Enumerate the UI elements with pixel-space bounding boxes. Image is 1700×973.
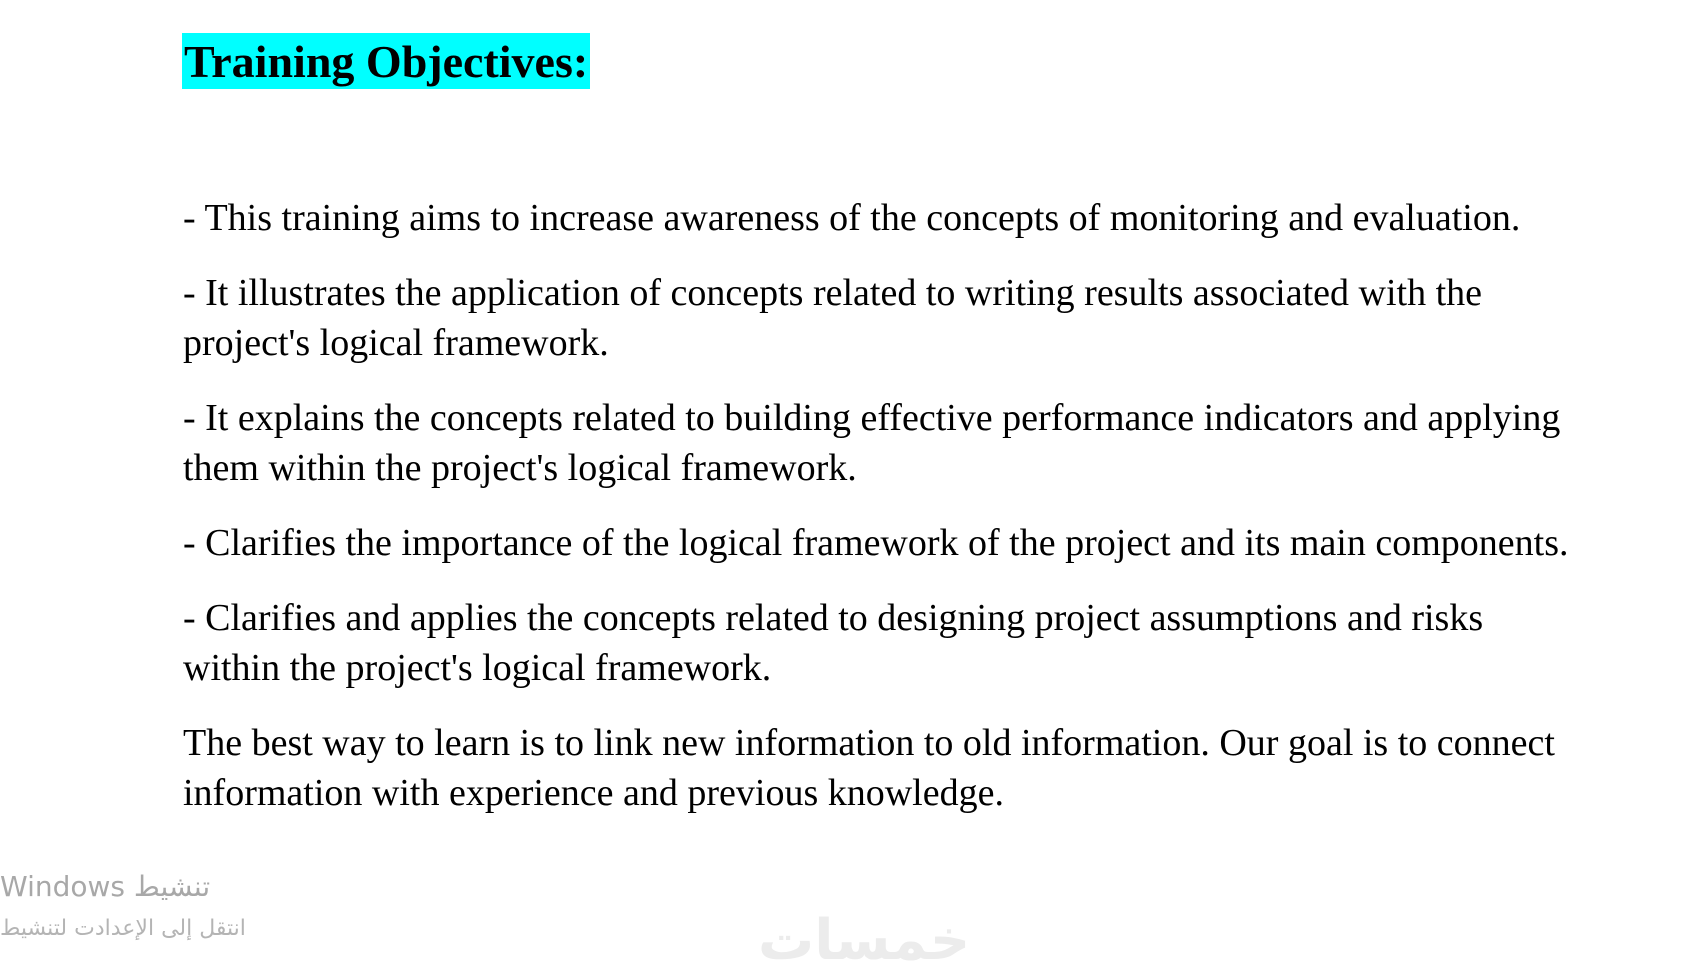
page-title: Training Objectives: (182, 33, 590, 89)
objective-paragraph-1: - This training aims to increase awareness of the concepts of monitoring and evaluation. (183, 197, 1521, 239)
objective-paragraph-3: - It explains the concepts related to building effective performance indicators and applying them within the project's logical framework. (183, 397, 1561, 489)
site-logo-watermark: خمسات (758, 908, 971, 973)
objective-paragraph-2: - It illustrates the application of concepts related to writing results associated with the project's logical framework. (183, 272, 1483, 364)
objective-paragraph-5: - Clarifies and applies the concepts related to designing project assumptions and risks within the project's logical framework. (183, 597, 1484, 689)
closing-paragraph: The best way to learn is to link new information to old information. Our goal is to connect information with experience and previous knowledge. (183, 722, 1555, 814)
document-body (183, 193, 1573, 843)
objective-paragraph-4: - Clarifies the importance of the logical framework of the project and its main components. (183, 522, 1569, 564)
windows-activation-title: Windows تنشيط (0, 870, 211, 903)
windows-activation-hint: انتقل إلى الإعدادت لتنشيط (0, 916, 246, 941)
